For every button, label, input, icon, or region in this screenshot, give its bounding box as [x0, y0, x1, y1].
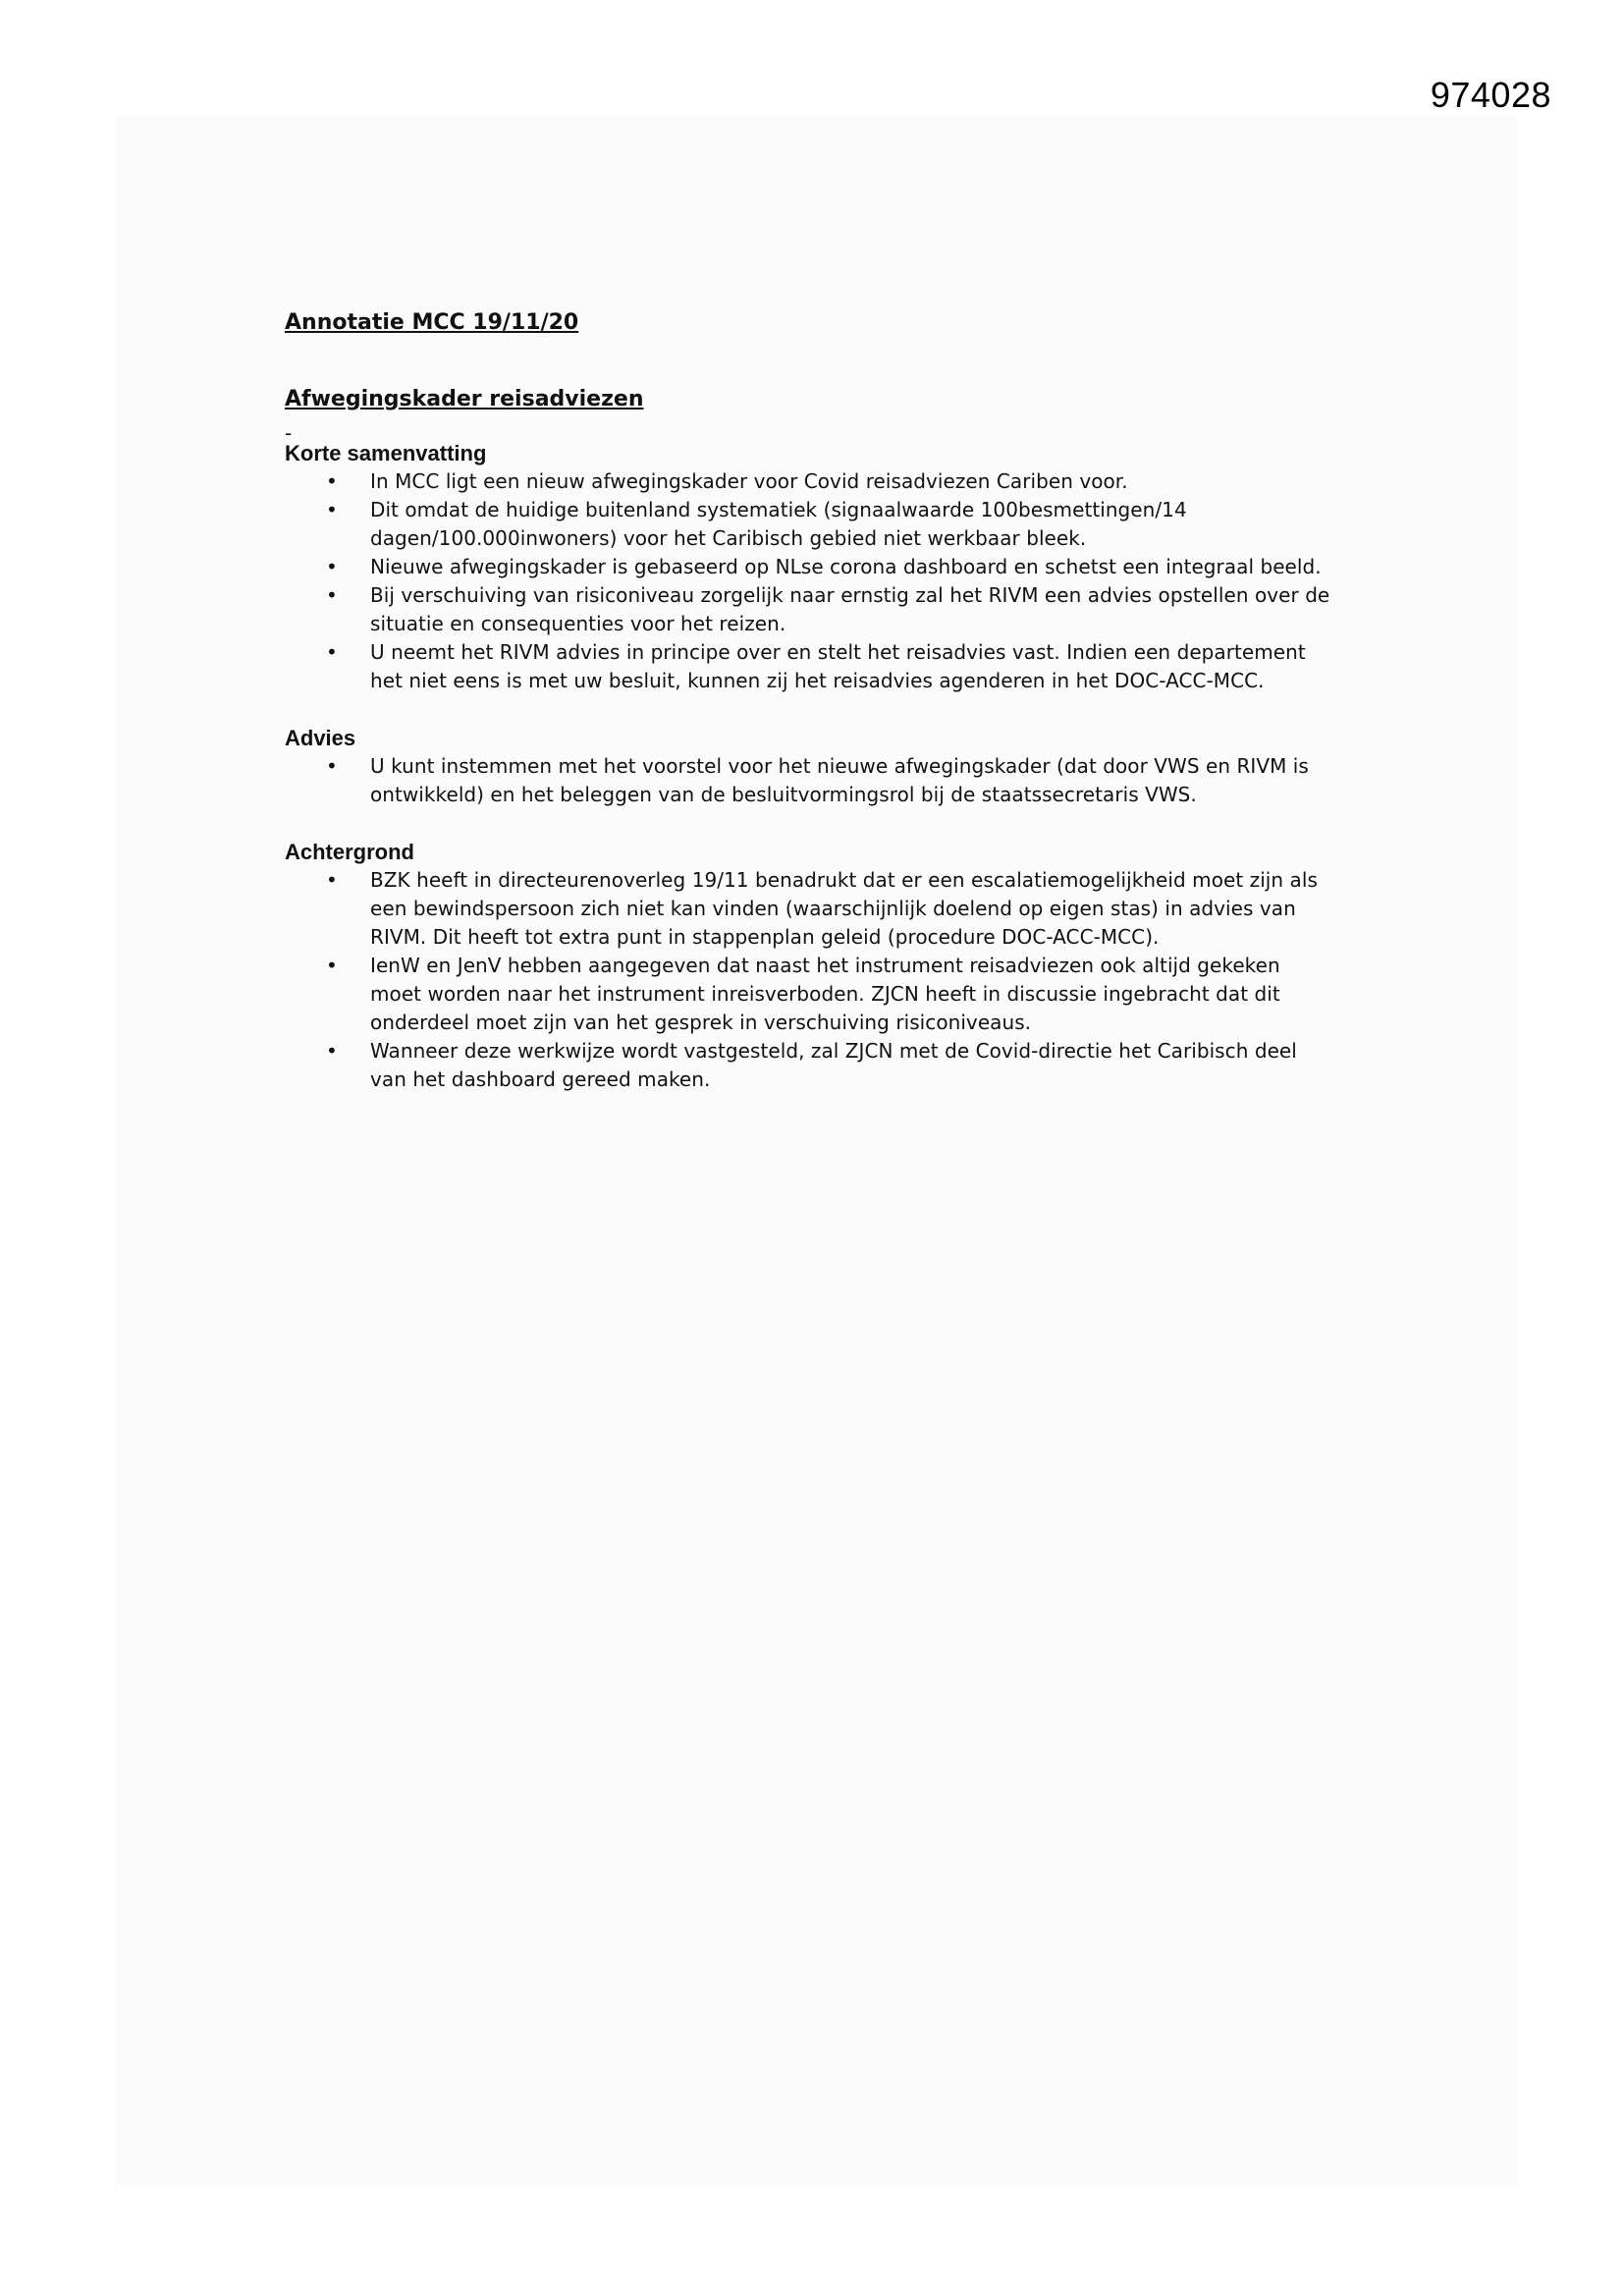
list-item-text: Bij verschuiving van risiconiveau zorgelijk naar ernstig zal het RIVM een advies opstellen over de situatie en consequenties voor het reizen.	[370, 583, 1330, 635]
list-item	[285, 553, 1335, 581]
section-advies	[285, 725, 1335, 809]
list-item-text: Wanneer deze werkwijze wordt vastgesteld, zal ZJCN met de Covid-directie het Caribisch deel van het dashboard gereed maken.	[370, 1039, 1297, 1091]
list-item	[285, 1037, 1335, 1094]
list-item-text: U kunt instemmen met het voorstel voor het nieuwe afwegingskader (dat door VWS en RIVM is ontwikkeld) en het beleggen van de besluitvormingsrol bij de staatssecretaris VWS.	[370, 754, 1309, 806]
bullet-icon: •	[326, 868, 338, 892]
bullet-icon: •	[326, 954, 338, 977]
document-number: 974028	[1430, 75, 1551, 115]
bullet-icon: •	[326, 583, 338, 607]
sections-container	[285, 440, 1335, 1094]
list-item	[285, 866, 1335, 952]
bullet-icon: •	[326, 498, 338, 521]
section-heading: Achtergrond	[285, 840, 414, 864]
bullet-icon: •	[326, 640, 338, 664]
document-body	[285, 308, 1335, 1094]
list-item-text: Nieuwe afwegingskader is gebaseerd op NLse corona dashboard en schetst een integraal beeld.	[370, 555, 1322, 578]
list-item-text: BZK heeft in directeurenoverleg 19/11 benadrukt dat er een escalatiemogelijkheid moet zijn als een bewindspersoon zich niet kan vinden (waarschijnlijk doelend op eigen stas) in advies van RIVM. Dit heeft tot extra punt in stappenplan geleid (procedure DOC-ACC-MCC).	[370, 868, 1318, 949]
list-item-text: U neemt het RIVM advies in principe over en stelt het reisadvies vast. Indien een departement het niet eens is met uw besluit, kunnen zij het reisadvies agenderen in het DOC-ACC-MCC.	[370, 640, 1306, 692]
document-title: Annotatie MCC 19/11/20	[285, 310, 579, 335]
list-item	[285, 638, 1335, 695]
list-item	[285, 496, 1335, 553]
bullet-list	[285, 467, 1335, 695]
bullet-icon: •	[326, 555, 338, 578]
section-achtergrond	[285, 839, 1335, 1094]
list-item	[285, 467, 1335, 496]
document-subtitle: Afwegingskader reisadviezen	[285, 387, 644, 411]
section-heading: Advies	[285, 726, 356, 750]
bullet-icon: •	[326, 469, 338, 493]
section-korte-samenvatting	[285, 440, 1335, 695]
list-item-text: IenW en JenV hebben aangegeven dat naast het instrument reisadviezen ook altijd gekeken moet worden naar het instrument inreisverboden. ZJCN heeft in discussie ingebracht dat dit onderdeel moet zijn van het gesprek in verschuiving risiconiveaus.	[370, 954, 1280, 1034]
dash-marker: -	[285, 421, 293, 445]
list-item-text: In MCC ligt een nieuw afwegingskader voor Covid reisadviezen Cariben voor.	[370, 469, 1128, 493]
list-item-text: Dit omdat de huidige buitenland systematiek (signaalwaarde 100besmettingen/14 dagen/100.000inwoners) voor het Caribisch gebied niet werkbaar bleek.	[370, 498, 1187, 550]
list-item	[285, 752, 1335, 809]
bullet-icon: •	[326, 1039, 338, 1063]
list-item	[285, 952, 1335, 1037]
bullet-list	[285, 752, 1335, 809]
bullet-list	[285, 866, 1335, 1094]
list-item	[285, 581, 1335, 638]
bullet-icon: •	[326, 754, 338, 778]
section-heading: Korte samenvatting	[285, 441, 487, 465]
